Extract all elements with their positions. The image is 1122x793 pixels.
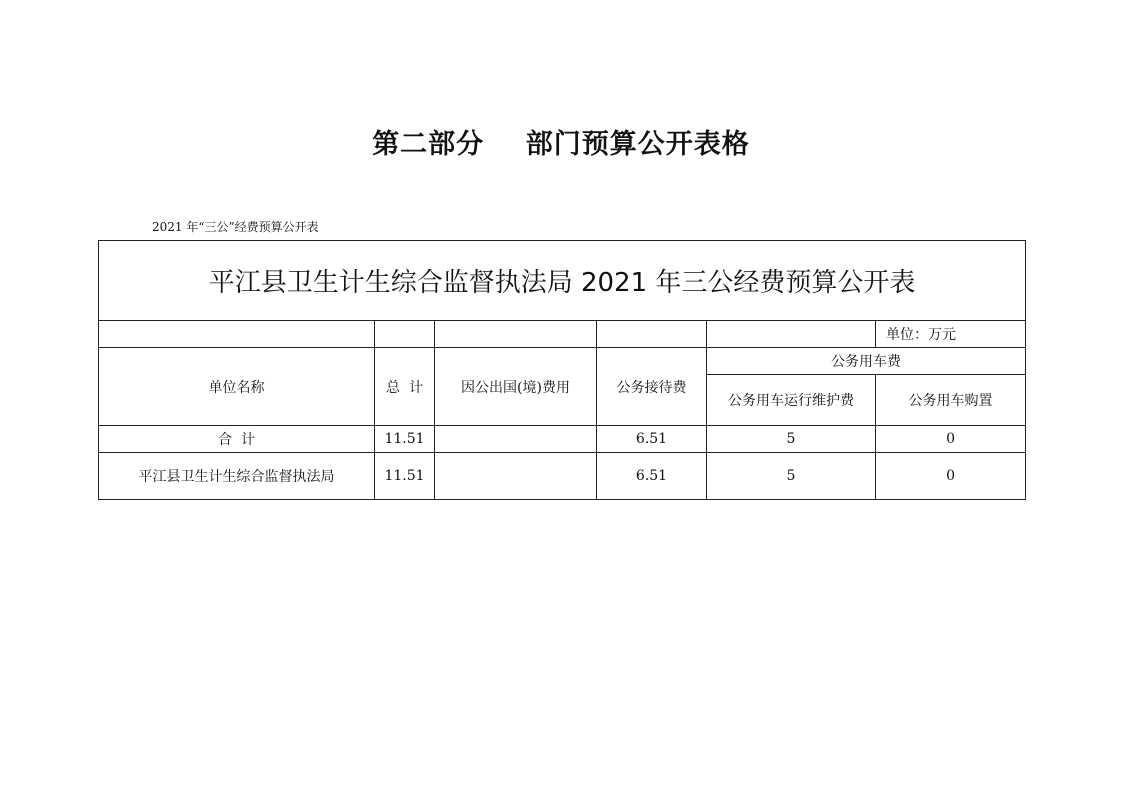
page-title: 第二部分 部门预算公开表格 <box>372 129 750 160</box>
empty-cell <box>597 321 707 348</box>
table-title: 平江县卫生计生综合监督执法局 2021 年三公经费预算公开表 <box>99 241 1026 321</box>
cell-vehicle-maintenance: 5 <box>707 426 876 453</box>
empty-cell <box>435 321 597 348</box>
cell-total: 11.51 <box>375 426 435 453</box>
cell-vehicle-purchase: 0 <box>876 426 1026 453</box>
table-title-row <box>99 241 1026 321</box>
cell-total: 11.51 <box>375 453 435 500</box>
header-unit-name: 单位名称 <box>99 348 375 426</box>
header-overseas: 因公出国(境)费用 <box>435 348 597 426</box>
cell-vehicle-maintenance: 5 <box>707 453 876 500</box>
table-row-total <box>99 426 1026 453</box>
header-vehicle-maintenance: 公务用车运行维护费 <box>707 375 876 426</box>
header-vehicle-group: 公务用车费 <box>707 348 1026 375</box>
unit-label: 单位：万元 <box>876 321 1026 348</box>
budget-table <box>98 240 1026 500</box>
cell-vehicle-purchase: 0 <box>876 453 1026 500</box>
empty-cell <box>99 321 375 348</box>
table-caption: 2021 年“三公”经费预算公开表 <box>152 220 319 234</box>
header-row <box>99 348 1026 375</box>
cell-reception: 6.51 <box>597 453 707 500</box>
cell-reception: 6.51 <box>597 426 707 453</box>
unit-row <box>99 321 1026 348</box>
header-vehicle-purchase: 公务用车购置 <box>876 375 1026 426</box>
header-total: 总 计 <box>375 348 435 426</box>
cell-unit-name: 平江县卫生计生综合监督执法局 <box>99 453 375 500</box>
cell-overseas <box>435 453 597 500</box>
cell-overseas <box>435 426 597 453</box>
cell-unit-name: 合 计 <box>99 426 375 453</box>
empty-cell <box>375 321 435 348</box>
table-row-agency <box>99 453 1026 500</box>
empty-cell <box>707 321 876 348</box>
header-reception: 公务接待费 <box>597 348 707 426</box>
